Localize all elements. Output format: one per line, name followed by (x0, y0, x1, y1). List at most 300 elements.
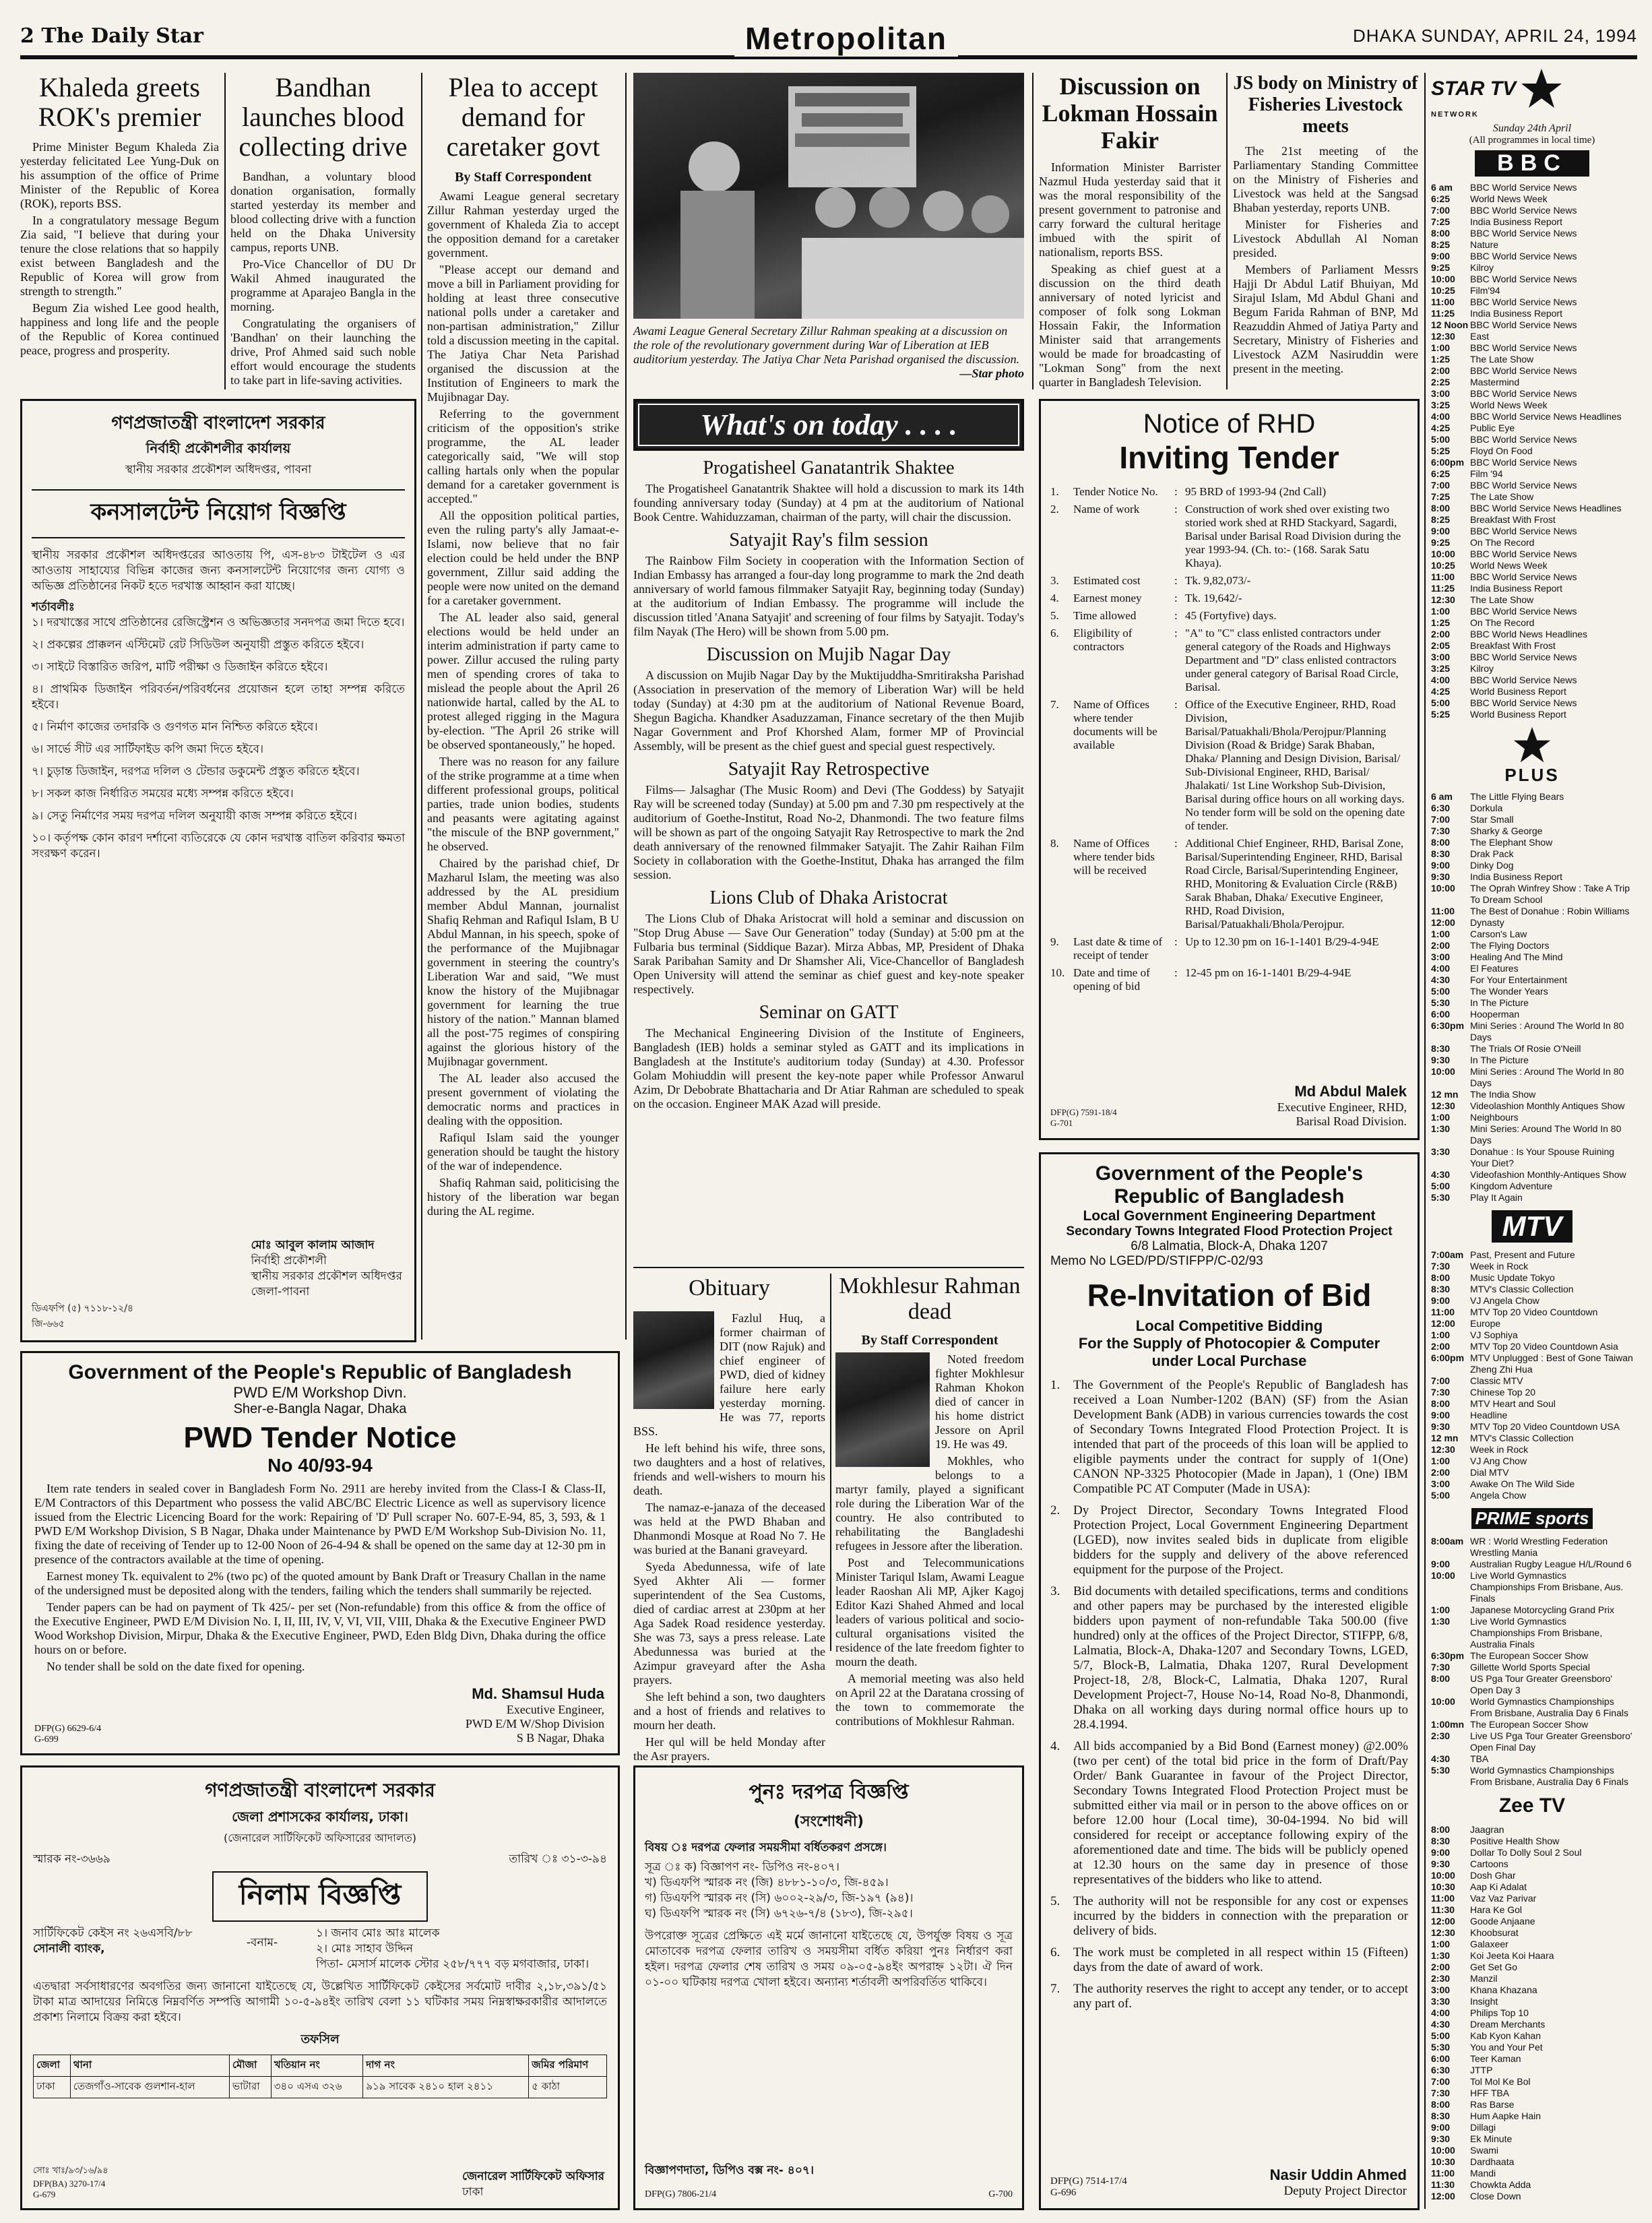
schedule-program: Mandi (1470, 2168, 1496, 2179)
ad-signature (1277, 1083, 1407, 1129)
ad-org: গণপ্রজাতন্ত্রী বাংলাদেশ সরকার (205, 1779, 435, 1801)
ad-org: গণপ্রজাতন্ত্রী বাংলাদেশ সরকার (111, 413, 325, 433)
schedule-row (1431, 848, 1633, 860)
ad-signature (251, 1238, 402, 1300)
schedule-program: BBC World Service News (1470, 342, 1577, 353)
whats-on-today (633, 399, 1024, 1261)
schedule-time: 2:00 (1431, 1341, 1451, 1352)
defendant-address: পিতা- মেসার্স মালেক স্টোর ২৫৮/৭৭৭ বড় মগবাজার, ঢাকা। (316, 1958, 590, 1971)
schedule-row (1431, 1307, 1633, 1318)
schedule-program: Hara Ke Gol (1470, 1904, 1523, 1915)
schedule-row (1431, 2030, 1633, 2042)
schedule-program: Goode Anjaane (1470, 1916, 1535, 1927)
signatory-title: Executive Engineer, (506, 1703, 604, 1716)
schedule-time: 9:00 (1431, 526, 1451, 536)
schedule-time: 6:30pm (1431, 1020, 1465, 1031)
ad-references (645, 1860, 1013, 1922)
schedule-time: 5:00 (1431, 434, 1451, 445)
tender-row: 3. Estimated cost : Tk. 9,82,073/- (1050, 574, 1408, 588)
paragraph: Noted freedom fighter Mokhlesur Rahman Khokon died of cancer in his home district Jessore on April 19. He was 49. (935, 1352, 1024, 1451)
schedule-program: Sharky & George (1470, 825, 1543, 836)
schedule-program: The Wonder Years (1470, 986, 1548, 997)
schedule-row (1431, 2168, 1633, 2179)
ad-ref-code: DFP(G) 7591-18/4 (1050, 1107, 1117, 1117)
story-mokhlesur (835, 1274, 1024, 1728)
schedule-row (1431, 1421, 1633, 1433)
ad-title: Notice of RHD (1143, 409, 1316, 439)
schedule-row (1431, 365, 1633, 377)
ad-title: নিলাম বিজ্ঞপ্তি (212, 1871, 428, 1922)
schedule-row (1431, 251, 1633, 262)
table-cell: তেজগাঁও-সাবেক গুলশান-হাল (70, 2077, 229, 2098)
schedule-time: 9:30 (1431, 2133, 1451, 2144)
events-list (633, 458, 1024, 1111)
schedule-row (1431, 1295, 1633, 1307)
schedule-row (1431, 951, 1633, 963)
row-value: Construction of work shed over existing two storied work shed at RHD Stackyard, Sagardi, Barisal under Barisal Road Division during the year 1993-94. (Ch. to:- (168. Sarak Satu Khaya). (1185, 503, 1401, 569)
schedule-row (1431, 825, 1633, 837)
schedule-row (1431, 205, 1633, 216)
schedule-program: Hooperman (1470, 1009, 1520, 1020)
schedule-row (1431, 354, 1633, 365)
schedule-program: On The Record (1470, 537, 1535, 548)
schedule-time: 12:00 (1431, 2191, 1455, 2201)
clause-text: The authority will not be responsible for any cost or expenses incurred by the bidders in connection with the preparation or delivery of bids. (1073, 1894, 1408, 1938)
ad-pwd-tender (20, 1351, 620, 1755)
row-value: "A" to "C" class enlisted contractors under general category of the Roads and Highways Department and "D" class enlisted contractors under general category of Barisal Road Circle, Barisal. (1185, 627, 1399, 693)
listing-note: (All programmes in local time) (1469, 135, 1595, 146)
schedule-row (1431, 262, 1633, 274)
ad-ref (33, 2163, 108, 2200)
schedule-row (1431, 594, 1633, 606)
schedule-row (1431, 883, 1633, 906)
paragraph: Information Minister Barrister Nazmul Huda yesterday said that it was the moral responsibility of the present government to patronise and carry forward the cultural heritage imbued with the spirit of nationalism, reports BSS. (1039, 160, 1221, 259)
ad-ref (1050, 1107, 1117, 1129)
story-body (1039, 160, 1221, 389)
ad-body (34, 1482, 606, 1674)
schedule-program: BBC World Service News (1470, 697, 1577, 708)
schedule-row (1431, 2042, 1633, 2053)
schedule-time: 8:00 (1431, 503, 1451, 513)
schedule-time: 10:00 (1431, 1870, 1455, 1881)
schedule-time: 9:00 (1431, 1295, 1451, 1306)
schedule-program: World Business Report (1470, 686, 1566, 697)
schedule-program: US Pga Tour Greater Greensboro' Open Day 3 (1470, 1673, 1612, 1695)
ad-sub1: Local Competitive Bidding (1135, 1317, 1323, 1334)
schedule-program: World News Week (1470, 560, 1548, 571)
event-item (633, 759, 1024, 882)
schedule-program: Videolashion Monthly Antiques Show (1470, 1100, 1625, 1111)
clause-item: 7. The authority reserves the right to accept any tender, or to accept any part of. (1050, 1982, 1408, 2011)
schedule-row (1431, 606, 1633, 617)
schedule-program: The Little Flying Bears (1470, 791, 1564, 802)
schedule-row (1431, 526, 1633, 537)
row-label: Date and time of opening of bid (1073, 966, 1150, 993)
paragraph: Members of Parliament Messrs Hajji Dr Abdul Latif Bhuiyan, Md Sirajul Islam, Md Abdul Ghani and Begum Farida Rahman of BNP, Md Reazuddin Ahmed of Jatiya Party and Secretary, Ministry of Fisheries and Livestock AZM Nasiruddin were present in the meeting. (1233, 263, 1418, 375)
schedule-row (1431, 663, 1633, 675)
schedule-time: 6 am (1431, 791, 1453, 802)
table-header-row (34, 2055, 607, 2077)
schedule-time: 2:00 (1431, 1467, 1451, 1478)
schedule-program: Dollar To Dolly Soul 2 Soul (1470, 1847, 1582, 1858)
schedule-program: Manzil (1470, 1973, 1498, 1984)
schedule-program: MTV Top 20 Video Countdown USA (1470, 1421, 1620, 1432)
schedule-program: Chowkta Adda (1470, 2179, 1531, 2190)
schedule-row (1431, 1169, 1633, 1181)
schedule-time: 1:30 (1431, 1950, 1451, 1961)
schedule-row (1431, 308, 1633, 319)
schedule-time: 2:00 (1431, 940, 1451, 951)
schedule-time: 2:00 (1431, 365, 1451, 376)
paragraph: Mokhles, who belongs to a martyr family, played a significant role during the Liberation War of the country. He also contributed to rehabilitating the Bangladeshi refugees in Jessore after the liberation. (835, 1454, 1024, 1553)
schedule-time: 10:00 (1431, 549, 1455, 559)
reference-item: খ) ডিএফপি স্মারক নং (জি) ৪৮৮১-১০/৩, জি-৪৫৯। (645, 1876, 889, 1889)
schedule-row (1431, 1836, 1633, 1847)
ad-subject: বিষয় ঃ দরপত্র ফেলার সময়সীমা বর্ধিতকরণ প্রসঙ্গে। (645, 1841, 887, 1854)
condition-item: ২। প্রকল্পের প্রাক্কলন এস্টিমেট রেট সিডিউল অনুযায়ী প্রস্তুত করিতে হইবে। (32, 638, 364, 652)
schedule-row (1431, 2007, 1633, 2019)
schedule-program: Close Down (1470, 2191, 1521, 2201)
ad-signature (1270, 2166, 1407, 2199)
signatory: বিজ্ঞাপণদাতা, ডিপিও বক্স নং- ৪০৭। (645, 2164, 815, 2177)
schedule-program: You and Your Pet (1470, 2042, 1543, 2053)
schedule-program: Khoobsurat (1470, 1927, 1519, 1938)
schedule-time: 8:30 (1431, 2110, 1451, 2121)
schedule-time: 6:30 (1431, 803, 1451, 813)
event-heading: Lions Club of Dhaka Aristocrat (709, 887, 948, 908)
column-header: থানা (70, 2055, 229, 2077)
row-label: Name of work (1073, 503, 1140, 515)
schedule-row (1431, 1009, 1633, 1020)
schedule-time: 4:25 (1431, 686, 1451, 697)
schedule-row (1431, 1927, 1633, 1939)
schedule-row (1431, 228, 1633, 239)
schedule-time: 11:00 (1431, 296, 1455, 307)
schedule-time: 12 mn (1431, 1433, 1459, 1443)
schedule-time: 6 am (1431, 182, 1453, 193)
schedule-row (1431, 1329, 1633, 1341)
schedule-program: Get Set Go (1470, 1962, 1518, 1972)
story-js-body (1233, 73, 1418, 389)
event-text: The Mechanical Engineering Division of the Institute of Engineers, Bangladesh (IEB) holds a seminar styled as GATT and its implications in Bangladesh at the Institute's auditorium today (Sunday) at 4.30. Professor Golam Mohiuddin will present the key-note paper while Professor Anwarul Azim, Dr Debobrate Bhattacharia and Dr Atiar Rahman are scheduled to speak on the occasion. Engineer MAK Azad will preside. (633, 1026, 1024, 1110)
schedule-time: 7:00 (1431, 1375, 1451, 1386)
schedule-program: BBC World Service News (1470, 205, 1577, 216)
star-network-label: NETWORK (1431, 111, 1479, 119)
schedule-program: Teer Kaman (1470, 2053, 1521, 2064)
schedule-time: 4:00 (1431, 675, 1451, 685)
schedule-time: 7:00 (1431, 2076, 1451, 2087)
schedule-row (1431, 1433, 1633, 1444)
ad-address: 6/8 Lalmatia, Block-A, Dhaka 1207 (1131, 1239, 1328, 1253)
schedule-program: World Business Report (1470, 709, 1566, 720)
schedule-time: 11:00 (1431, 1307, 1455, 1317)
paragraph: Chaired by the parishad chief, Dr Mazharul Islam, the meeting was also addressed by the AL presidium member Abdul Mannan, journalist Shafiq Rehman and Rafiqul Islam, B U Abdul Mannan, in his speech, spoke of the performance of the Mujibnagar government in steering the country's Liberation War and said, "We must know the history of the Mujibnagar government for learning the true history of the nation." Mannan blamed all the post-'75 regimes of conspiring against the glorious history of the Mujibnagar government. (427, 856, 619, 1068)
schedule-row (1431, 1650, 1633, 1662)
defendant: ২। মোঃ সাহাব উদ্দিন (316, 1942, 413, 1955)
byline: By Staff Correspondent (455, 170, 592, 185)
schedule-row (1431, 514, 1633, 526)
schedule-program: India Business Report (1470, 871, 1562, 882)
schedule-time: 9:30 (1431, 1055, 1451, 1065)
ad-project: Secondary Towns Integrated Flood Protection Project (1066, 1224, 1393, 1239)
paragraph: There was no reason for any failure of the strike programme at a time when different professional groups, political parties, trade union bodies, students and peasants were agitating against "the miscule of the BNP government," he observed. (427, 755, 619, 853)
schedule-row (1431, 239, 1633, 251)
column-header: মৌজা (229, 2055, 271, 2077)
event-item (633, 530, 1024, 639)
schedule-time: 3:30 (1431, 1996, 1451, 2007)
schedule-row (1431, 1192, 1633, 1203)
memo-number: স্মারক নং-৩৬৬৯ (33, 1852, 110, 1866)
schedule-program: Dial MTV (1470, 1467, 1509, 1478)
schedule-time: 3:25 (1431, 663, 1451, 674)
schedule-program: Swami (1470, 2145, 1499, 2156)
schedule-time: 12:30 (1431, 331, 1455, 342)
tender-row: 5. Time allowed : 45 (Fortyfive) days. (1050, 609, 1408, 623)
schedule-row (1431, 274, 1633, 285)
section-title: Metropolitan (734, 20, 958, 57)
signatory-name: মোঃ আবুল কালাম আজাদ (251, 1239, 375, 1252)
schedule-time: 6:00pm (1431, 457, 1465, 468)
schedule-row (1431, 560, 1633, 571)
story-lokman (1039, 73, 1221, 389)
news-photo (633, 73, 1024, 319)
condition-item: ৫। নির্মাণ কাজের তদারকি ও গুণগত মান নিশ্চিত করিতে হইবে। (32, 720, 318, 734)
paragraph: Pro-Vice Chancellor of DU Dr Wakil Ahmed inaugurated the programme at Aparajeo Bangla in the morning. (230, 257, 416, 313)
ad-title: PWD Tender Notice (183, 1421, 457, 1454)
schedule-row (1431, 1398, 1633, 1410)
ad-ref-g: G-679 (33, 2189, 56, 2199)
paragraph: The AL leader also accused the present government of violating the democratic norms and practices in dealing with the opposition. (427, 1071, 619, 1127)
schedule-time: 5:30 (1431, 1765, 1451, 1776)
schedule-time: 2:00 (1431, 1962, 1451, 1972)
schedule-program: For Your Entertainment (1470, 974, 1567, 985)
schedule-time: 8:30 (1431, 1836, 1451, 1846)
listing-date: Sunday 24th April (1492, 123, 1572, 134)
ad-ref-g: G-699 (34, 1734, 59, 1745)
schedule-time: 2:25 (1431, 377, 1451, 387)
schedule-program: Mastermind (1470, 377, 1520, 387)
paragraph: Shafiq Rahman said, politicising the history of the liberation war began during the AL regime. (427, 1176, 619, 1218)
schedule-row (1431, 1387, 1633, 1398)
schedule-time: 1:00 (1431, 929, 1451, 939)
story-obituary (633, 1274, 825, 1763)
schedule-program: Mini Series : Around The World In 80 Days (1470, 1020, 1624, 1042)
schedule-row (1431, 411, 1633, 422)
row-label: Name of Offices where tender bids will be received (1073, 837, 1155, 877)
schedule-row (1431, 1181, 1633, 1192)
ad-conditions-label: শর্তাবলীঃ (32, 600, 75, 614)
tender-details (1050, 485, 1408, 993)
ad-title: পুনঃ দরপত্র বিজ্ঞপ্তি (749, 1780, 909, 1804)
row-label: Estimated cost (1073, 574, 1141, 587)
schedule-row (1431, 216, 1633, 228)
ad-office: জেলা প্রশাসকের কার্যালয়, ঢাকা। (232, 1809, 408, 1825)
schedule-time: 4:30 (1431, 974, 1451, 985)
schedule-row (1431, 1261, 1633, 1272)
schedule-program: India Business Report (1470, 308, 1562, 319)
schedule-time: 5:00 (1431, 1181, 1451, 1191)
paragraph: Minister for Fisheries and Livestock Abdullah Al Noman presided. (1233, 218, 1418, 259)
ad-ref-g: G-696 (1050, 2187, 1077, 2198)
ad-org-line2: Republic of Bangladesh (1114, 1185, 1345, 1208)
signatory-office: Barisal Road Division. (1296, 1115, 1407, 1128)
schedule-row (1431, 1824, 1633, 1836)
schedule-program: On The Record (1470, 617, 1535, 628)
schedule-time: 12:00 (1431, 917, 1455, 928)
schedule-time: 4:25 (1431, 422, 1451, 433)
ad-number: No 40/93-94 (267, 1455, 373, 1476)
schedule-row (1431, 503, 1633, 514)
schedule-time: 12:00 (1431, 1318, 1455, 1329)
schedule-time: 8:00 (1431, 1824, 1451, 1835)
schedule-program: Dynasty (1470, 917, 1504, 928)
signatory-name: Md Abdul Malek (1294, 1083, 1407, 1100)
schedule-program: WR : World Wrestling Federation Wrestling Mania (1470, 1536, 1608, 1558)
obituary-portrait (633, 1311, 714, 1409)
schedule-time: 11:25 (1431, 583, 1455, 594)
schedule-program: Mini Series: Around The World In 80 Days (1470, 1123, 1622, 1146)
schedule-row (1431, 331, 1633, 342)
tender-row: 4. Earnest money : Tk. 19,642/- (1050, 592, 1408, 605)
row-label: Tender Notice No. (1073, 485, 1158, 498)
ad-lged-reinvitation (1039, 1152, 1420, 2210)
schedule-row (1431, 434, 1633, 445)
paragraph: Tender papers can be had on payment of Tk 425/- per set (Non-refundable) from this office & from the office of the Executive Engineer, PWD E/M Division No. I, II, III, IV, V, VI, VII, VIII, Dhaka & the Executive Engineer PWD Wood Workshop Division, Mirpur, Dhaka & the Executive Engineer, PWD, Eden Bldg Divn, Dhaka during the office hours on or before. (34, 1600, 606, 1656)
condition-item: ৬। সার্ভে সীট এর সার্টিফাইড কপি জমা দিতে হইবে। (32, 743, 264, 756)
schedule-program: Europe (1470, 1318, 1501, 1329)
ad-ref-local: সোঃ খাঃ/৯৩/১৬/৯৪ (33, 2166, 108, 2176)
event-heading: Progatisheel Ganatantrik Shaktee (703, 458, 955, 478)
ad-ref-code: DFP(G) 7806-21/4 (645, 2189, 717, 2199)
schedule-time: 1:00mn (1431, 1719, 1465, 1730)
ad-body: এতদ্বারা সর্বসাধারণের অবগতির জন্য জানানো যাইতেছে যে, উল্লেখিত সার্টিফিকেট কেইসের সর্বমোট দাবীর ২,১৮,৩৯১/৫১ টাকা মাত্র আদায়ের নিমিত্তে নিম্নবর্ণিত সম্পত্তি আগামী ১০-৫-৯৪ইং তারিখ বেলা ১১ ঘটিকার সময় নিম্নস্বাক্ষরকারীর আদালতে প্রকাশ্য নিলামে বিক্রয় করা হইবে। (33, 1980, 607, 2024)
event-item (633, 887, 1024, 997)
zee-schedule (1431, 1824, 1633, 2202)
schedule-row (1431, 1893, 1633, 1904)
condition-item: ১। দরখাস্তের সাথে প্রতিষ্ঠানের রেজিস্ট্রেশন ও অভিজ্ঞতার সনদপত্র জমা দিতে হবে। (32, 616, 405, 629)
schedule-time: 7:00 (1431, 814, 1451, 825)
schedule-time: 11:25 (1431, 308, 1455, 319)
ad-retender-notice (633, 1765, 1024, 2210)
schedule-time: 3:30 (1431, 1146, 1451, 1157)
schedule-time: 11:00 (1431, 571, 1455, 582)
clause-text: The work must be completed in all respect within 15 (Fifteen) days from the date of award of work. (1073, 1945, 1408, 1974)
schedule-time: 3:00 (1431, 1984, 1451, 1995)
schedule-time: 11:00 (1431, 1893, 1455, 1904)
schedule-row (1431, 1020, 1633, 1043)
schedule-time: 12:30 (1431, 1927, 1455, 1938)
paragraph: No tender shall be sold on the date fixed for opening. (46, 1660, 305, 1673)
schedule-row (1431, 1570, 1633, 1604)
schedule-time: 8:30 (1431, 848, 1451, 859)
schedule-row (1431, 1662, 1633, 1673)
schedule-time: 5:00 (1431, 1490, 1451, 1501)
schedule-row (1431, 1490, 1633, 1501)
event-item (633, 1002, 1024, 1111)
paragraph: "Please accept our demand and move a bill in Parliament providing for holding at least three consecutive national polls under a caretaker and non-partisan administration," Zillur told a discussion meeting in the capital. The Jatiya Char Neta Parishad organised the discussion at the Institution of Engineers to mark the Mujibnagar Day. (427, 263, 619, 404)
schedule-program: The Oprah Winfrey Show : Take A Trip To Dream School (1470, 883, 1630, 905)
row-number: 10. (1050, 966, 1065, 979)
schedule-time: 7:30 (1431, 825, 1451, 836)
schedule-program: World Gymnastics Championships From Brisbane, Australia Day 6 Finals (1470, 1696, 1628, 1718)
schedule-program: BBC World Service News (1470, 182, 1577, 193)
schedule-program: Aap Ki Adalat (1470, 1881, 1527, 1892)
paragraph: Her qul will be held Monday after the Asr prayers. (633, 1735, 825, 1763)
whats-on-banner-frame (633, 399, 1024, 451)
ad-ref (1050, 2176, 1127, 2199)
schedule-program: The Late Show (1470, 354, 1534, 365)
event-text: The Rainbow Film Society in cooperation with the Information Section of Indian Embassy has arranged a four-day long programme to mark the 2nd death anniversary of world famous filmmaker Satyajit Ray, beginning today (Sunday) at the auditorium of Indian Embassy. The programme will include the discussion titled 'Anana Satyajit' and screening of four films by Satyajit. Today's film Nayak (The Hero) will be shown from 5.00 pm. (633, 554, 1024, 638)
versus: -বনাম- (246, 1936, 278, 1949)
schedule-row (1431, 1904, 1633, 1916)
schedule-row (1431, 697, 1633, 709)
event-text: Films— Jalsaghar (The Music Room) and Devi (The Goddess) by Satyajit Ray will be screened today (Sunday) at 5.00 pm and 7.30 pm respectively at the auditorium of Goethe-Institut, Road No-2, Dhanmondi. The two feature films will be shown as part of the ongoing Satyajit Ray Retrospective to mark the 2nd death anniversary of the renowned filmmaker Satyajit. The Zahir Raihan Film Society in collaboration with the Goethe-Institut, Dhaka has arranged the film session. (633, 783, 1024, 881)
schedule-program: Breakfast With Frost (1470, 514, 1556, 525)
schedule-time: 1:00 (1431, 1455, 1451, 1466)
row-number: 8. (1050, 837, 1059, 850)
schedule-time: 8:30 (1431, 1043, 1451, 1054)
schedule-time: 1:00 (1431, 1939, 1451, 1949)
schedule-row (1431, 686, 1633, 697)
signatory-title: Executive Engineer, RHD, (1277, 1100, 1407, 1114)
schedule-program: Mini Series : Around The World In 80 Days (1470, 1066, 1624, 1088)
schedule-program: Australian Rugby League H/L/Round 6 (1470, 1559, 1632, 1569)
reference-item: ঘ) ডিএফপি স্মারক নং (সি) ৬৭২৬-৭/৪ (১৮৩), জি-২৯৫। (645, 1907, 913, 1920)
schedule-time: 12:00 (1431, 1916, 1455, 1927)
schedule-row (1431, 1939, 1633, 1950)
schedule-row (1431, 986, 1633, 997)
photo-illustration (633, 73, 1024, 319)
schedule-program: Live US Pga Tour Greater Greensboro' Open Final Day (1470, 1730, 1632, 1753)
schedule-program: BBC World Service News (1470, 526, 1577, 536)
schedule-time: 1:00 (1431, 1604, 1451, 1615)
row-number: 6. (1050, 627, 1059, 639)
case-number: সার্টিফিকেট কেইস নং ২৬এসবি/৮৮ (33, 1927, 193, 1940)
headline: JS body on Ministry of Fisheries Livestock meets (1233, 73, 1418, 137)
ad-body: উপরোক্ত সূত্রের প্রেক্ষিতে এই মর্মে জানানো যাইতেছে যে, উপর্যুক্ত বিষয় ও সূত্র মোতাবেক দরপত্র ফেলার তারিখ ও সময়সীমা বর্ধিত করিয়া পুনঃ নির্ধারণ করা হইল। দরপত্র ফেলার শেষ তারিখ ও সময় ০৯-০৫-৯৪ইং অপরাহ্ন ১২টা। ঐ দিন ০১-০০ ঘটিকায় দরপত্র খোলা হইবে। অন্যান্য শর্তাবলী অপরিবর্তিত থাকিবে। (645, 1929, 1013, 1989)
event-heading: Seminar on GATT (759, 1002, 899, 1023)
column-header: জমির পরিমাণ (529, 2055, 607, 2077)
schedule-program: Gillette World Sports Special (1470, 1662, 1590, 1672)
schedule-time: 9:30 (1431, 1858, 1451, 1869)
schedule-program: Awake On The Wild Side (1470, 1478, 1575, 1489)
schedule-row (1431, 468, 1633, 480)
column-header: জেলা (34, 2055, 71, 2077)
schedule-program: India Business Report (1470, 216, 1562, 227)
schedule-program: BBC World Service News (1470, 675, 1577, 685)
schedule-program: Angela Chow (1470, 1490, 1527, 1501)
schedule-time: 7:30 (1431, 2088, 1451, 2098)
ad-ref (32, 1301, 133, 1332)
schedule-row (1431, 1352, 1633, 1375)
row-label: Time allowed (1073, 609, 1137, 622)
schedule-time: 2:30 (1431, 1973, 1451, 1984)
schedule-row (1431, 571, 1633, 583)
schedule-program: Dinky Dog (1470, 860, 1514, 871)
schedule-program: The Late Show (1470, 491, 1534, 502)
schedule-time: 8:00 (1431, 2099, 1451, 2110)
schedule-time: 3:00 (1431, 1478, 1451, 1489)
schedule-row (1431, 193, 1633, 205)
ad-conditions-list (32, 615, 405, 862)
schedule-program: Kingdom Adventure (1470, 1181, 1553, 1191)
schedule-program: India Business Report (1470, 583, 1562, 594)
schedule-time: 4:30 (1431, 1753, 1451, 1764)
schedule-program: Philips Top 10 (1470, 2007, 1529, 2018)
clause-text: Bid documents with detailed specifications, terms and conditions and other papers may be purchased by the interested eligible bidders upon payment of non-refundable Taka 500.00 (five hundred) only at the offices of the Project Director, STIFPP, 6/8, Lalmatia, Block-A, Dhaka-1207 and Secondary Towns, LGED, 5/7, Block-B, Lalmatia, Dhaka 1207, Rural Development Project-18, 2/8, Block-C, Lalmatia, Dhaka 1207, Rural Development Project-7, House No-14, Road No-8, Dhanmondi, Dhaka on all working days during normal office hours up to 28.4.1994. (1073, 1584, 1408, 1732)
schedule-program: Past, Present and Future (1470, 1249, 1575, 1260)
schedule-row (1431, 1673, 1633, 1696)
